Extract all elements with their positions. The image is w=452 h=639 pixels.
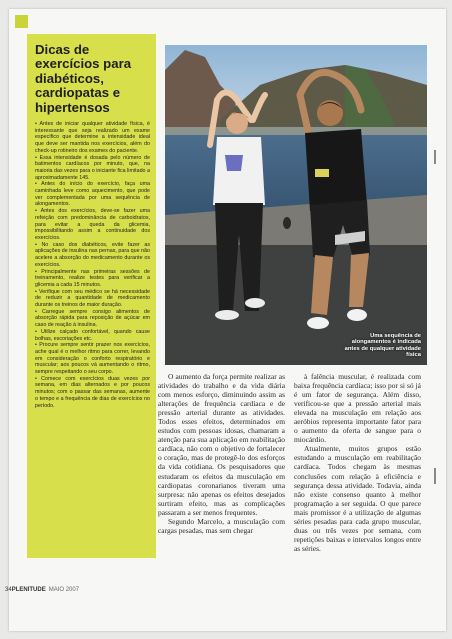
sidebar-title: Dicas de exercícios para diabéticos, cardiopatas e hipertensos [35, 42, 132, 115]
page-edge-mark [434, 150, 436, 164]
page-number: 34 [5, 587, 12, 593]
corner-color-mark [15, 15, 28, 28]
tip-item: • Antes dos exercícios, deve-se fazer uma refeição com predominância de carboidratos, para evitar a queda da glicemia, impossibilitando assim a continuidade dos exercícios. [35, 208, 150, 242]
tips-list [35, 121, 150, 409]
tip-item: • Verifique com seu médico se há necessidade de reduzir a quantidade de medicamento durante os treinos de maior duração. [35, 289, 150, 309]
photo-illustration [165, 45, 427, 365]
tip-item: • Principalmente nas primeiras sessões de treinamento, realize testes para verificar a glicemia a cada 15 minutos. [35, 269, 150, 289]
article-paragraph: à falência muscular, é realizada com baixa frequência cardíaca; isso por si só já é um fator de segurança. Além disso, verificou-se que a pressão arterial mais elevada na musculação em relação aos aeróbios representa importante fator para o aumento da oferta de sangue para o miocárdio. [294, 372, 421, 445]
tip-item: • No caso dos diabéticos, evite fazer as aplicações de insulina nas pernas, para que não acelere a absorção do medicamento durante os exercícios. [35, 242, 150, 269]
tip-item: • Essa intensidade é dosada pelo número de batimentos cardíacos por minuto, que, na maioria das vezes para o iniciante fica limitado a aproximadamente 145. [35, 155, 150, 182]
article-column-2 [294, 372, 421, 553]
article-column-1 [158, 372, 285, 535]
tip-item: • Procure sempre sentir prazer nos exercícios, ache qual é o melhor ritmo para correr, levando em consideração o conforto respiratório e muscular; aos poucos vá aumentando o ritmo, sempre respeitando o seu corpo. [35, 342, 150, 376]
article-paragraph: Segundo Marcelo, a musculação com cargas pesadas, mas sem chegar [158, 516, 285, 535]
photo-caption: Uma sequência de alongamentos é indicada antes de qualquer atividade física [344, 332, 421, 359]
tip-item: • Comece com exercícios duas vezes por semana, em dias alternados e por poucos minutos; com o passar das semanas, aumente o tempo e a frequência de dias de exercícios no período. [35, 376, 150, 410]
page-edge-mark [434, 468, 436, 484]
tip-item: • Antes do início do exercício, faça uma caminhada leve como aquecimento, que pode ver complementada por uma sequência de alongamentos. [35, 181, 150, 208]
tip-item: • Antes de iniciar qualquer atividade física, é interessante que seja realizado um exame específico que determine a intensidade ideal que deve ser mantida nos exercícios, além do check-up rotineiro dos exames do paciente. [35, 121, 150, 155]
page-footer [5, 587, 79, 593]
stretching-photo [165, 45, 427, 365]
magazine-name: PLENITUDE [11, 587, 46, 593]
article-paragraph: Atualmente, muitos grupos estão estudando a musculação em reabilitação cardíaca. Todos chegam às mesmas conclusões com relação à eficiência e segurança dessa atividade. Todavia, ainda não existe consenso quanto à melhor programação a ser seguida. O que parece mais promissor é a utilização de algumas séries pesadas para cada grupo muscular, duas ou três vezes por semana, com repetições baixas e intervalos longos entre as séries. [294, 444, 421, 553]
issue-date: MAIO 2007 [48, 587, 80, 593]
article-paragraph: O aumento da força permite realizar as atividades do trabalho e da vida diária com menos esforço, diminuindo assim as alterações de frequência cardíaca e de pressão arterial durante as atividades. Todos esses efeitos, determinados em estudos com pessoas idosas, chamaram a atenção para sua aplicação em reabilitação cardíaca, não com o objetivo de fortalecer o coração, mas de protegê-lo dos esforços da vida cotidiana. Os pesquisadores que estudaram os efeitos da musculação em cardiopatas coronarianos tiveram uma surpresa: não apenas os efeitos desejados surtiram efeito, mas as complicações passaram a ser menos frequentes. [158, 372, 285, 517]
tip-item: • Carregue sempre consigo alimentos de absorção rápida para reposição de açúcar em caso de reação à insulina. [35, 309, 150, 329]
tips-sidebar [27, 34, 156, 558]
tip-item: • Utilize calçado confortável, quando cause bolhas, escoriações etc. [35, 329, 150, 342]
